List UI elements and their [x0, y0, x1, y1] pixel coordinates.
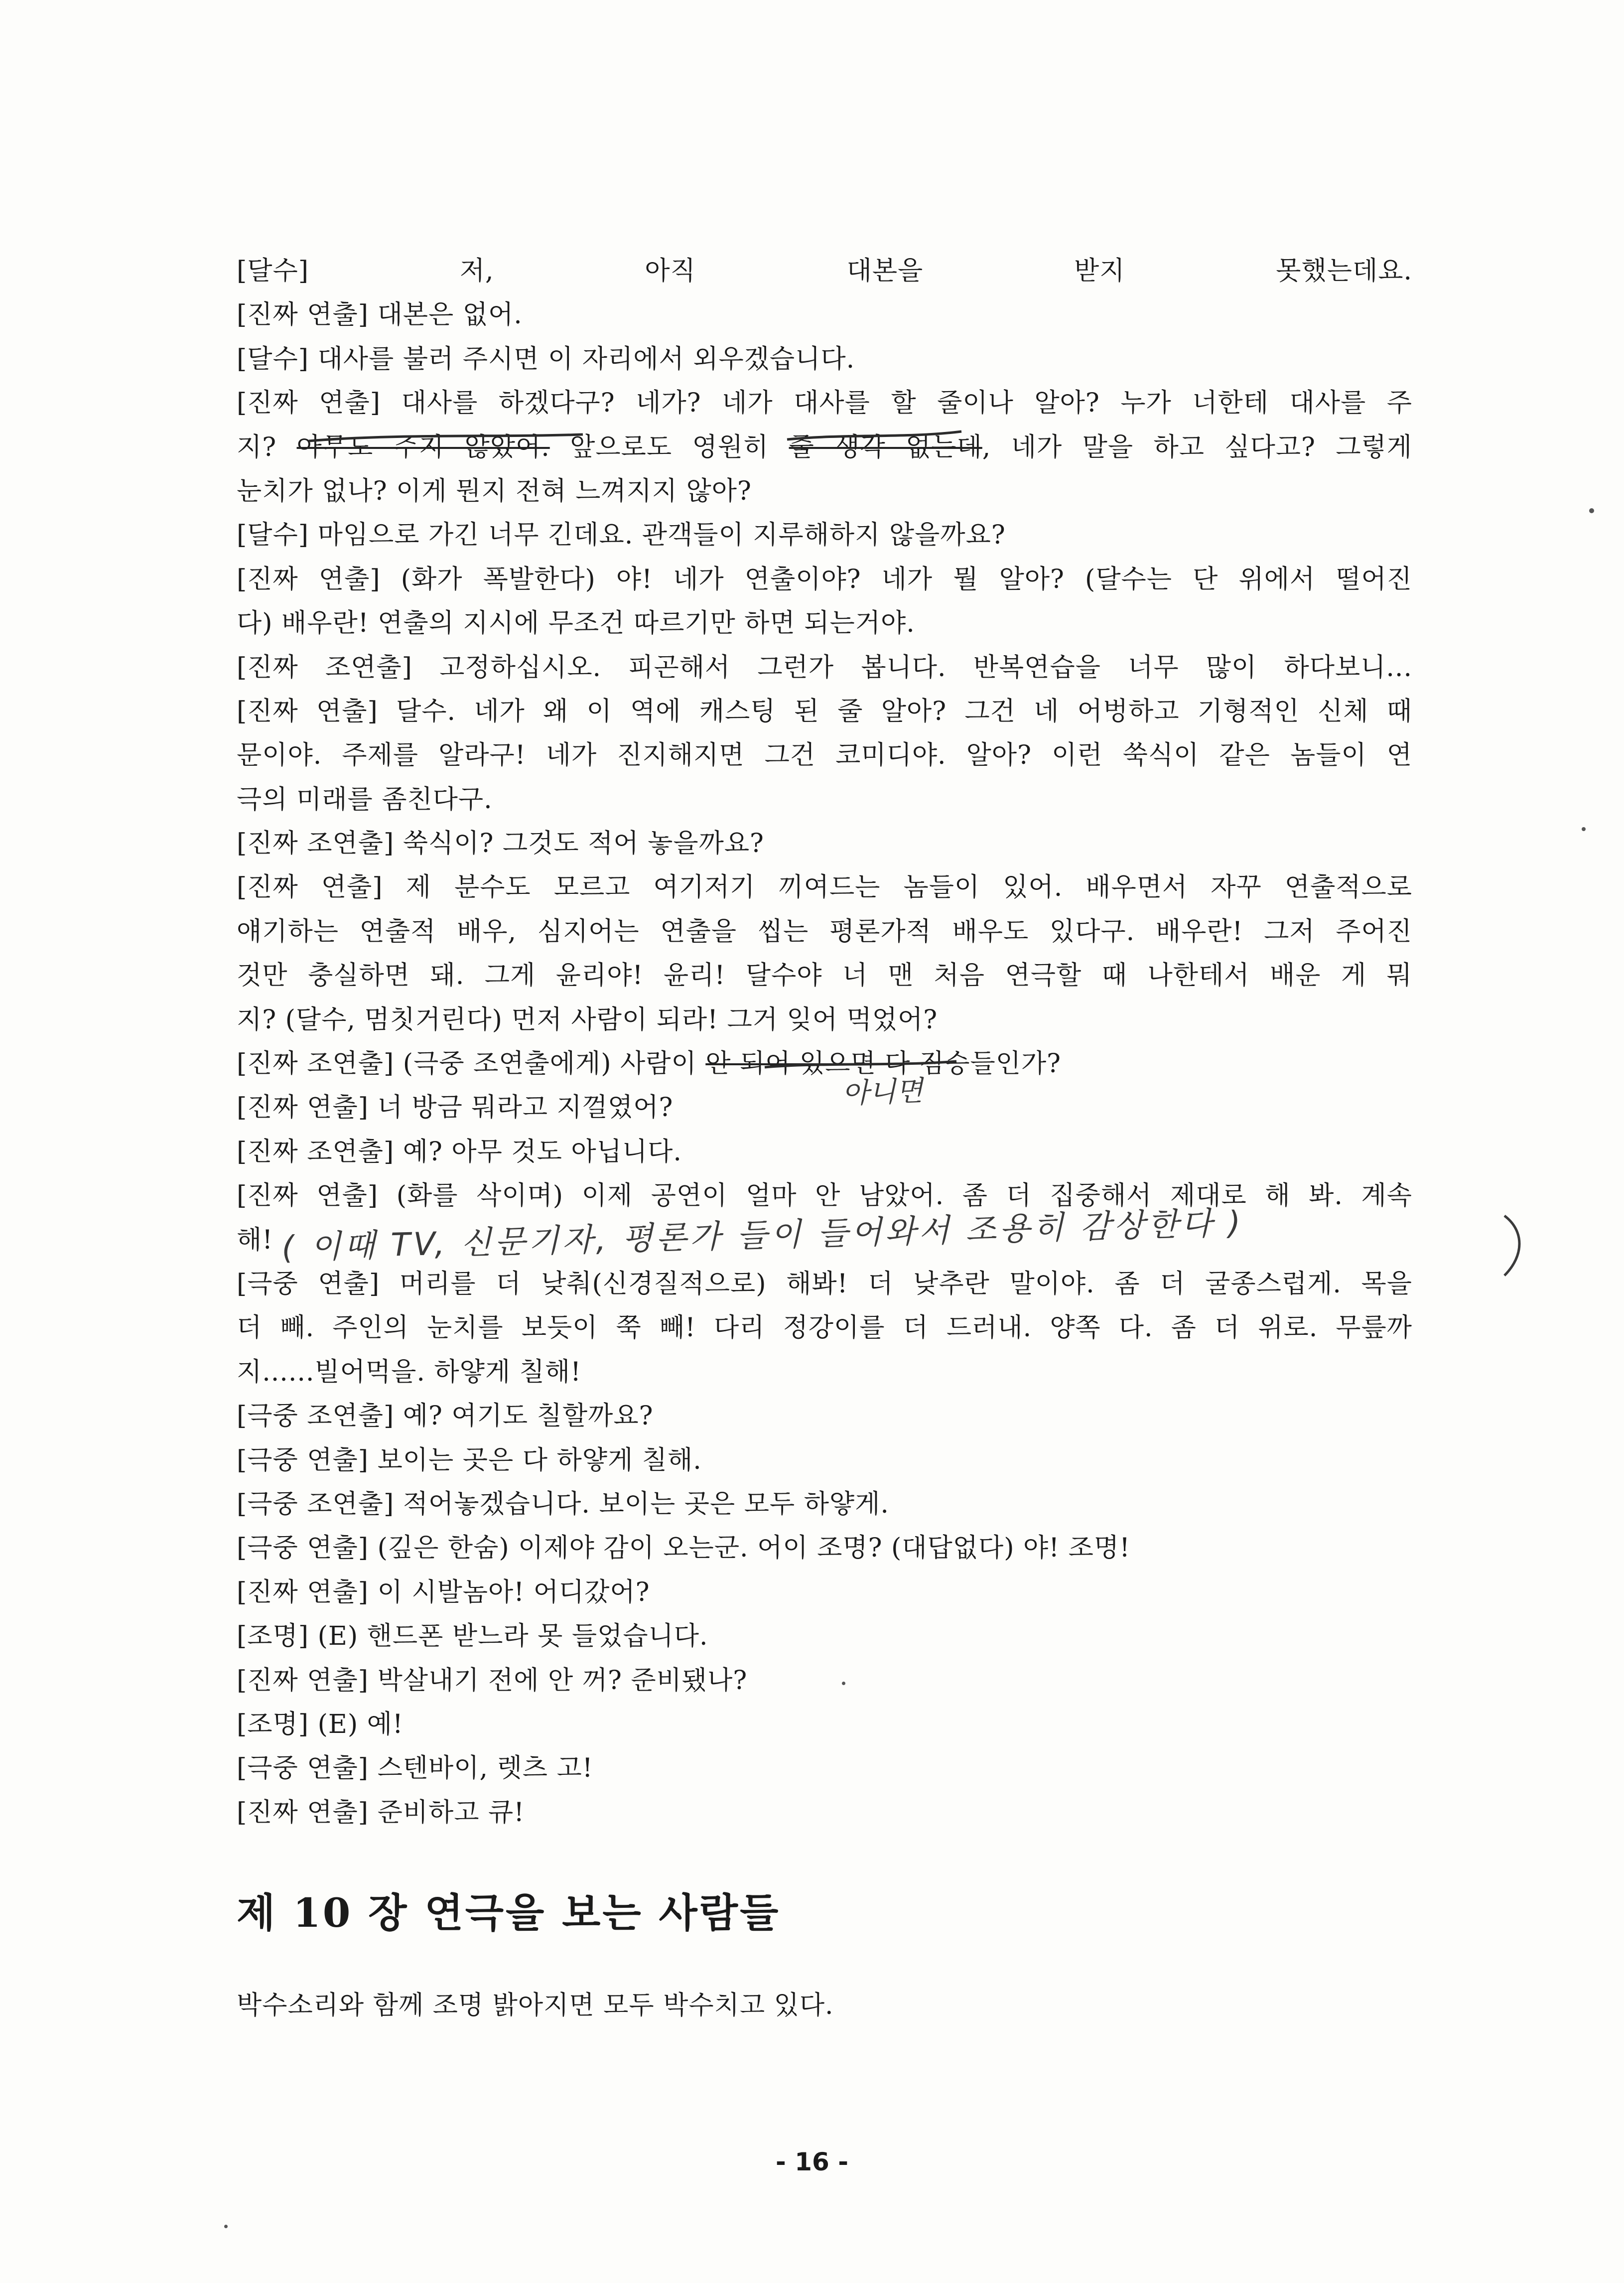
- speaker-label: [진짜 연출]: [237, 872, 383, 903]
- line-text: 다) 배우란! 연출의 지시에 무조건 따르기만 하면 되는거야.: [237, 608, 915, 639]
- speaker-label: [달수]: [237, 344, 309, 374]
- line-text: 것만 충실하면 돼. 그게 윤리야! 윤리! 달수야 너 맨 처음 연극할 때 나한테서 배운 게 뭐: [237, 961, 1412, 991]
- line-text: 예? 아무 것도 아닙니다.: [394, 1137, 682, 1167]
- speaker-label: [진짜 연출]: [237, 1181, 379, 1211]
- speaker-label: [진짜 연출]: [237, 388, 381, 419]
- speaker-label: [극중 조연출]: [237, 1401, 395, 1431]
- dialogue-line: [237, 865, 1412, 909]
- dialogue-line: [237, 381, 1412, 425]
- speaker-label: [극중 조연출]: [237, 1489, 395, 1519]
- dialogue-body: [237, 249, 1412, 1835]
- line-text: 박살내기 전에 안 꺼? 준비됐나?: [369, 1665, 748, 1696]
- dialogue-line: [237, 249, 1412, 293]
- line-text: 너 방금 뭐라고 지껄였어?: [369, 1093, 674, 1123]
- line-text: 대사를 불러 주시면 이 자리에서 외우겠습니다.: [309, 344, 855, 374]
- line-text: 문이야. 주제를 알라구! 네가 진지해지면 그건 코미디야. 알아? 이런 쑥식이 같은 놈들이 연: [237, 740, 1412, 771]
- line-text: 얘기하는 연출적 배우, 심지어는 연출을 씹는 평론가적 배우도 있다구. 배우란! 그저 주어진: [237, 916, 1412, 947]
- line-text: 극의 미래를 좀친다구.: [237, 784, 493, 815]
- speaker-label: [극중 연출]: [237, 1533, 369, 1564]
- page-number: - 16 -: [776, 2147, 848, 2176]
- line-text: 머리를 더 낮춰(신경질적으로) 해봐! 더 낮추란 말이야. 좀 더 굴종스럽게. 목을: [380, 1269, 1412, 1299]
- dialogue-line: [237, 1614, 1412, 1658]
- speaker-label: [조명]: [237, 1709, 309, 1739]
- speaker-label: [달수]: [237, 520, 309, 551]
- line-text: (E) 핸드폰 받느라 못 들었습니다.: [309, 1621, 708, 1652]
- line-text: 눈치가 없나? 이게 뭔지 전혀 느껴지지 않아?: [237, 476, 752, 506]
- line-text: 다 짐승들인가?: [876, 1049, 1062, 1079]
- dialogue-line-with-strikethrough: [237, 1042, 1412, 1086]
- speaker-label: [진짜 연출]: [237, 564, 381, 594]
- speaker-label: [진짜 조연출]: [237, 1049, 395, 1079]
- line-text: 적어놓겠습니다. 보이는 곳은 모두 하얗게.: [394, 1489, 889, 1519]
- line-text: 마임으로 가긴 너무 긴데요. 관객들이 지루해하지 않을까요?: [309, 520, 1006, 551]
- dialogue-line: [237, 337, 1412, 381]
- line-text: 지?: [237, 432, 297, 462]
- line-text: 대사를 하겠다구? 네가? 네가 대사를 할 줄이나 알아? 누가 너한테 대사를 주: [381, 388, 1412, 419]
- dialogue-line: [237, 1791, 1412, 1835]
- dialogue-line: [237, 1394, 1412, 1438]
- line-text: (극중 조연출에게) 사람이: [394, 1049, 706, 1079]
- speaker-label: [진짜 연출]: [237, 1797, 369, 1828]
- dialogue-line: [237, 1306, 1412, 1350]
- line-text: 제 분수도 모르고 여기저기 끼여드는 놈들이 있어. 배우면서 자꾸 연출적으로: [383, 872, 1412, 903]
- dialogue-line: [237, 558, 1412, 601]
- dialogue-line: [237, 1350, 1412, 1394]
- line-text: 지......빌어먹을. 하얗게 칠해!: [237, 1357, 581, 1387]
- scan-speck: [224, 2225, 228, 2228]
- line-text: 더 빼. 주인의 눈치를 보듯이 쭉 빼! 다리 정강이를 더 드러내. 양쪽 다. 좀 더 위로. 무릎까: [237, 1313, 1412, 1343]
- dialogue-line: [237, 1086, 1412, 1130]
- dialogue-line: [237, 1262, 1412, 1306]
- speaker-label: [진짜 연출]: [237, 300, 369, 330]
- dialogue-line: [237, 1438, 1412, 1482]
- line-text: , 네가 말을 하고 싶다고? 그렇게: [982, 432, 1413, 462]
- line-text: 고정하십시오. 피곤해서 그런가 봅니다. 반복연습을 너무 많이 하다보니...: [412, 652, 1412, 683]
- dialogue-line: [237, 1703, 1412, 1746]
- line-text: (E) 예!: [309, 1709, 404, 1739]
- dialogue-line: [237, 998, 1412, 1042]
- dialogue-line: [237, 646, 1412, 690]
- speaker-label: [조명]: [237, 1621, 309, 1652]
- dialogue-line: [237, 1659, 1412, 1703]
- dialogue-line: [237, 1570, 1412, 1614]
- speaker-label: [진짜 연출]: [237, 1093, 369, 1123]
- line-text: 대본은 없어.: [369, 300, 523, 330]
- speaker-label: [진짜 조연출]: [237, 652, 412, 683]
- dialogue-line: [237, 778, 1412, 822]
- handwritten-stage-note: ( 이때 TV, 신문기자, 평론가 들이 들어와서 조용히 감상한다 ): [281, 1204, 1244, 1267]
- line-text: (화가 폭발한다) 야! 네가 연출이야? 네가 뭘 알아? (달수는 단 위에서 떨어진: [380, 564, 1412, 594]
- dialogue-line: [237, 293, 1412, 337]
- line-text: 보이는 곳은 다 하얗게 칠해.: [369, 1445, 702, 1475]
- stage-direction: 박수소리와 함께 조명 밝아지면 모두 박수치고 있다.: [237, 1991, 834, 2020]
- line-text: 이 시발놈아! 어디갔어?: [369, 1577, 650, 1607]
- line-text: 저, 아직 대본을 받지 못했는데요.: [309, 256, 1412, 286]
- speaker-label: [진짜 연출]: [237, 1665, 369, 1696]
- dialogue-line: [237, 1130, 1412, 1174]
- dialogue-line: [237, 910, 1412, 954]
- scan-speck: [1589, 508, 1594, 513]
- dialogue-line: [237, 690, 1412, 733]
- dialogue-line: [237, 954, 1412, 998]
- dialogue-line: [237, 1526, 1412, 1570]
- line-text: 달수. 네가 왜 이 역에 캐스팅 된 줄 알아? 그건 네 어벙하고 기형적인 신체 때: [378, 696, 1412, 726]
- line-text: 앞으로도 영원히: [549, 432, 789, 462]
- struck-text: 아무도 주지 않았어.: [296, 432, 550, 462]
- line-text: 지? (달수, 멈칫거린다) 먼저 사람이 되라! 그거 잊어 먹었어?: [237, 1004, 938, 1035]
- speaker-label: [달수]: [237, 256, 309, 286]
- line-text: 쑥식이? 그것도 적어 놓을까요?: [394, 829, 764, 859]
- struck-text: 줄 생각 없는데: [789, 432, 982, 462]
- speaker-label: [진짜 연출]: [237, 1577, 369, 1607]
- line-text: 스텐바이, 렛츠 고!: [369, 1753, 593, 1784]
- speaker-label: [극중 연출]: [237, 1269, 380, 1299]
- line-text: (깊은 한숨) 이제야 감이 오는군. 어이 조명? (대답없다) 야! 조명!: [369, 1533, 1131, 1564]
- dialogue-line: [237, 469, 1412, 513]
- dialogue-line: [237, 1746, 1412, 1790]
- scan-speck: [1582, 827, 1586, 831]
- speaker-label: [극중 연출]: [237, 1753, 369, 1784]
- handwritten-correction: 아니면: [841, 1075, 924, 1110]
- line-text: 예? 여기도 칠할까요?: [394, 1401, 654, 1431]
- speaker-label: [진짜 조연출]: [237, 829, 395, 859]
- speaker-label: [극중 연출]: [237, 1445, 369, 1475]
- bracket-stroke: [1504, 1216, 1519, 1276]
- dialogue-line: [237, 513, 1412, 557]
- dialogue-line: [237, 733, 1412, 777]
- dialogue-line: [237, 601, 1412, 645]
- line-text: (화를 삭이며) 이제 공연이 얼마 안 남았어. 좀 더 집중해서 제대로 해 봐. 계속: [378, 1181, 1412, 1211]
- line-text: 해!: [237, 1225, 273, 1255]
- dialogue-line: [237, 1482, 1412, 1526]
- dialogue-line: [237, 822, 1412, 865]
- struck-text: 안 되어 있으면: [705, 1049, 876, 1079]
- speaker-label: [진짜 연출]: [237, 696, 378, 726]
- dialogue-line-with-strikethrough: [237, 426, 1412, 469]
- line-text: 준비하고 큐!: [369, 1797, 525, 1828]
- scan-speck: [842, 1682, 845, 1685]
- chapter-title: 제 10 장 연극을 보는 사람들: [237, 1889, 781, 1936]
- speaker-label: [진짜 조연출]: [237, 1137, 395, 1167]
